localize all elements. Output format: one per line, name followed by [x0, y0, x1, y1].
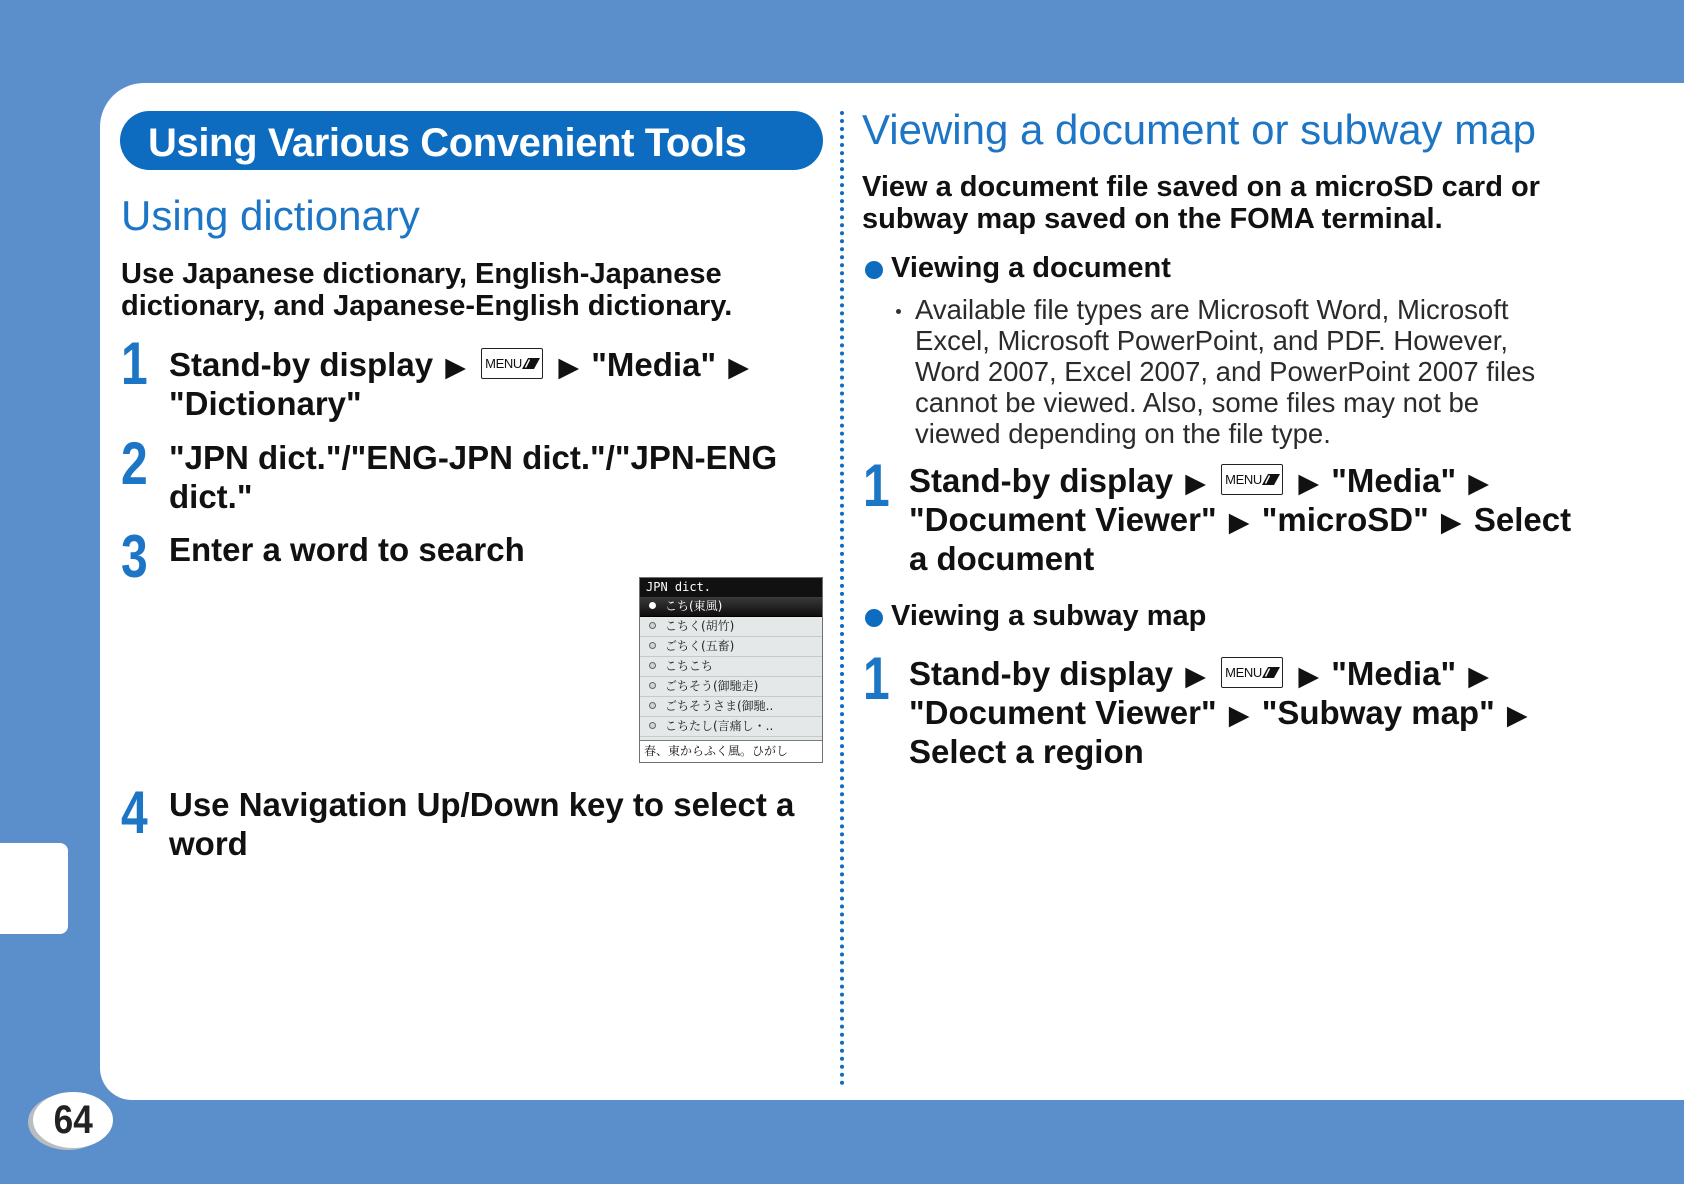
list-item	[640, 617, 822, 637]
arrow-icon: ▶	[558, 352, 580, 383]
section-intro	[862, 171, 1540, 235]
step-text: "Dictionary"	[169, 385, 362, 422]
note-line: viewed depending on the file type.	[915, 418, 1331, 449]
column-divider	[840, 111, 844, 1086]
step-line	[909, 654, 1531, 693]
menu-key-icon	[1221, 657, 1283, 688]
step-line: "JPN dict."/"ENG-JPN dict."/"JPN-ENG	[169, 439, 778, 476]
entry-icon	[649, 602, 656, 609]
list-item	[640, 657, 822, 677]
intro-line: subway map saved on the FOMA terminal.	[862, 203, 1443, 235]
screen-title: JPN dict.	[640, 578, 822, 597]
step-text: "microSD"	[1261, 501, 1429, 538]
step-text: Select	[1473, 501, 1572, 538]
step-instructions	[169, 345, 752, 423]
entry-icon	[649, 702, 656, 709]
bullet-icon	[865, 261, 883, 279]
step-line	[169, 384, 752, 423]
step-text: "Media"	[591, 346, 717, 383]
step-text: Select a region	[909, 733, 1144, 770]
section-title: Using dictionary	[121, 192, 420, 239]
note-line: Excel, Microsoft PowerPoint, and PDF. However,	[915, 325, 1509, 356]
intro-line: View a document file saved on a microSD card or	[862, 171, 1540, 203]
list-item	[640, 697, 822, 717]
arrow-icon: ▶	[1228, 507, 1250, 538]
list-item	[640, 637, 822, 657]
entry-icon	[649, 722, 656, 729]
step-text: "Subway map"	[1261, 694, 1495, 731]
definition-preview: 春、東からふく風。ひがし	[640, 740, 822, 762]
arrow-icon: ▶	[1298, 468, 1320, 499]
entry-text: ごちく(五畜)	[665, 639, 735, 653]
step-instructions	[169, 438, 777, 516]
step-line	[909, 461, 1571, 500]
note-line: cannot be viewed. Also, some files may not be	[915, 387, 1480, 418]
menu-key-label: MENU	[1225, 665, 1262, 680]
list-item	[640, 677, 822, 697]
step-text: "Media"	[1331, 655, 1457, 692]
step-text: Stand-by display	[909, 655, 1174, 692]
subsection-heading: Viewing a subway map	[891, 600, 1207, 632]
page-number-badge	[33, 1092, 113, 1148]
arrow-icon: ▶	[1185, 468, 1206, 499]
page-number: 64	[53, 1098, 93, 1142]
step-line: Enter a word to search	[169, 531, 525, 568]
arrow-icon: ▶	[1228, 700, 1250, 731]
bullet-icon	[865, 609, 883, 627]
entry-text: こち(東風)	[665, 599, 723, 613]
entry-text: ごちそうさま(御馳..	[665, 699, 774, 713]
list-item	[640, 597, 822, 617]
step-line	[909, 500, 1571, 539]
step-instructions	[169, 530, 525, 569]
step-text: a document	[909, 540, 1095, 577]
step-line	[169, 345, 752, 384]
step-line: dict."	[169, 478, 253, 515]
arrow-icon: ▶	[1440, 507, 1462, 538]
chapter-tab	[0, 843, 68, 934]
entry-list	[640, 597, 822, 740]
step-line	[909, 732, 1531, 771]
pen-icon	[1262, 667, 1280, 678]
step-text: Stand-by display	[169, 346, 434, 383]
menu-key-label: MENU	[485, 356, 522, 371]
entry-text: こちく(胡竹)	[665, 619, 735, 633]
arrow-icon: ▶	[728, 352, 750, 383]
step-text: "Media"	[1331, 462, 1457, 499]
step-number: 3	[121, 523, 148, 590]
menu-key-icon	[481, 348, 543, 379]
chapter-banner: Using Various Convenient Tools	[120, 111, 823, 170]
entry-text: こちたし(言痛し・..	[665, 719, 774, 733]
step-line: word	[169, 825, 248, 862]
step-text: Stand-by display	[909, 462, 1174, 499]
step-number: 2	[121, 430, 148, 497]
pen-icon	[522, 358, 540, 369]
arrow-icon: ▶	[1468, 468, 1490, 499]
arrow-icon: ▶	[1298, 661, 1320, 692]
step-instructions	[169, 785, 794, 863]
pen-icon	[1262, 474, 1280, 485]
menu-key-icon	[1221, 464, 1283, 495]
step-instructions	[909, 654, 1531, 771]
note-bullet-icon	[896, 309, 901, 314]
step-number: 4	[121, 779, 148, 846]
list-item	[640, 717, 822, 737]
entry-icon	[649, 662, 656, 669]
menu-key-label: MENU	[1225, 472, 1262, 487]
step-text: "Document Viewer"	[909, 694, 1217, 731]
subsection-heading: Viewing a document	[891, 252, 1171, 284]
step-number: 1	[121, 330, 148, 397]
entry-icon	[649, 642, 656, 649]
step-number: 1	[863, 645, 890, 712]
step-number: 1	[863, 452, 890, 519]
step-line	[909, 693, 1531, 732]
note-line: Word 2007, Excel 2007, and PowerPoint 2007 files	[915, 356, 1536, 387]
arrow-icon: ▶	[1506, 700, 1528, 731]
entry-icon	[649, 622, 656, 629]
note-text	[915, 294, 1535, 449]
step-line	[909, 539, 1571, 578]
section-title: Viewing a document or subway map	[862, 106, 1536, 153]
dictionary-screenshot	[639, 577, 823, 763]
entry-text: ごちそう(御馳走)	[665, 679, 759, 693]
arrow-icon: ▶	[445, 352, 466, 383]
step-line: Use Navigation Up/Down key to select a	[169, 786, 795, 823]
arrow-icon: ▶	[1185, 661, 1206, 692]
intro-line: Use Japanese dictionary, English-Japanese	[121, 258, 722, 290]
intro-line: dictionary, and Japanese-English dictionary.	[121, 290, 733, 322]
step-instructions	[909, 461, 1571, 578]
section-intro	[121, 258, 732, 322]
note-line: Available file types are Microsoft Word, Microsoft	[915, 294, 1509, 325]
entry-text: こちこち	[665, 659, 714, 673]
arrow-icon: ▶	[1468, 661, 1490, 692]
entry-icon	[649, 682, 656, 689]
step-text: "Document Viewer"	[909, 501, 1217, 538]
